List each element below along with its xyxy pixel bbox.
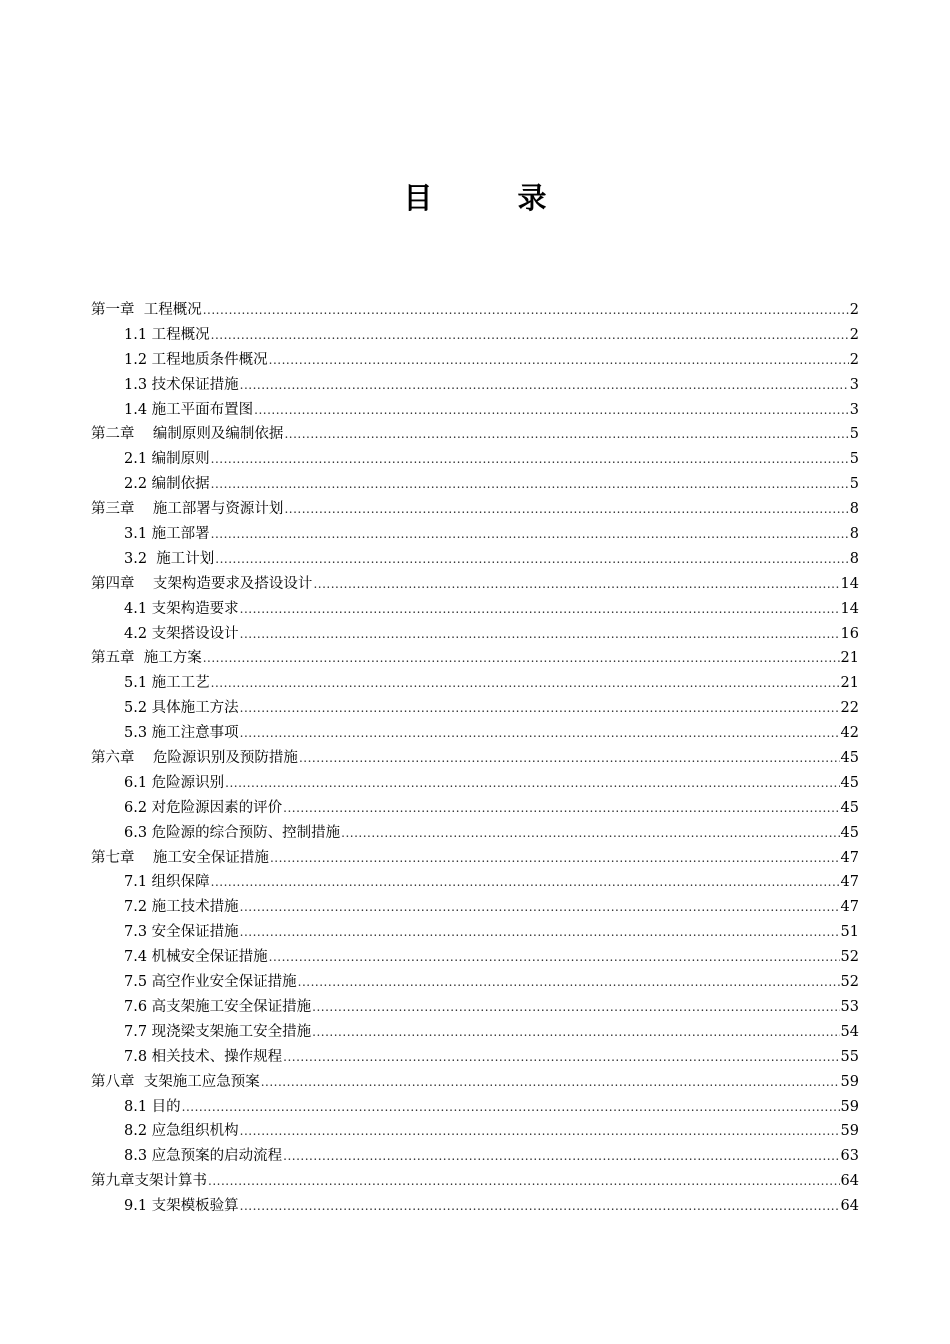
toc-page-number: 45: [840, 824, 859, 841]
toc-section-entry[interactable]: [91, 821, 859, 846]
toc-entry-label: 2.1 编制原则: [124, 451, 210, 468]
toc-entry-label: 7.2 施工技术措施: [124, 899, 239, 916]
toc-entry-label: 第五章 施工方案: [91, 650, 202, 667]
toc-page-number: 45: [840, 750, 859, 767]
toc-section-entry[interactable]: [91, 1020, 859, 1045]
toc-leader-dots: [215, 552, 848, 566]
toc-leader-dots: [283, 1149, 839, 1163]
toc-section-entry[interactable]: [91, 1194, 859, 1219]
toc-entry-label: 3.1 施工部署: [124, 526, 210, 543]
toc-entry-label: 第二章 编制原则及编制依据: [91, 426, 284, 443]
toc-page-number: 53: [840, 998, 859, 1015]
toc-page-number: 64: [840, 1198, 859, 1215]
toc-entry-label: 7.4 机械安全保证措施: [124, 949, 268, 966]
toc-leader-dots: [240, 701, 840, 715]
toc-page-number: 52: [840, 949, 859, 966]
toc-entry-label: 8.3 应急预案的启动流程: [124, 1148, 283, 1165]
toc-entry-label: 2.2 编制依据: [124, 476, 210, 493]
toc-section-entry[interactable]: [91, 373, 859, 398]
toc-page-number: 47: [840, 849, 859, 866]
toc-page-number: 16: [840, 625, 859, 642]
toc-section-entry[interactable]: [91, 323, 859, 348]
toc-page-number: 21: [840, 650, 859, 667]
toc-page-number: 59: [840, 1073, 859, 1090]
toc-leader-dots: [240, 1124, 840, 1138]
toc-section-entry[interactable]: [91, 870, 859, 895]
toc-page-number: 14: [840, 600, 859, 617]
toc-section-entry[interactable]: [91, 1119, 859, 1144]
toc-leader-dots: [203, 303, 849, 317]
toc-page-number: 22: [840, 700, 859, 717]
toc-section-entry[interactable]: [91, 721, 859, 746]
toc-entry-label: 5.3 施工注意事项: [124, 725, 239, 742]
toc-page-number: 59: [840, 1123, 859, 1140]
toc-page-number: 55: [840, 1048, 859, 1065]
toc-entry-label: 9.1 支架模板验算: [124, 1198, 239, 1215]
toc-section-entry[interactable]: [91, 597, 859, 622]
toc-leader-dots: [240, 378, 849, 392]
toc-chapter-entry[interactable]: [91, 422, 859, 447]
toc-page-number: 8: [849, 526, 859, 543]
toc-entry-label: 7.1 组织保障: [124, 874, 210, 891]
toc-leader-dots: [269, 353, 849, 367]
toc-chapter-entry[interactable]: [91, 646, 859, 671]
toc-chapter-entry[interactable]: [91, 846, 859, 871]
toc-leader-dots: [312, 1025, 839, 1039]
toc-leader-dots: [208, 1174, 840, 1188]
toc-page-number: 47: [840, 899, 859, 916]
toc-leader-dots: [299, 751, 840, 765]
toc-leader-dots: [211, 477, 849, 491]
toc-section-entry[interactable]: [91, 895, 859, 920]
toc-page-number: 5: [849, 451, 859, 468]
toc-page-number: 5: [849, 476, 859, 493]
toc-entry-label: 第六章 危险源识别及预防措施: [91, 750, 298, 767]
toc-entry-label: 7.6 高支架施工安全保证措施: [124, 998, 312, 1015]
toc-leader-dots: [240, 925, 840, 939]
toc-section-entry[interactable]: [91, 771, 859, 796]
toc-leader-dots: [211, 676, 840, 690]
toc-leader-dots: [261, 1075, 840, 1089]
toc-entry-label: 5.1 施工工艺: [124, 675, 210, 692]
toc-leader-dots: [211, 527, 849, 541]
toc-page-number: 59: [840, 1098, 859, 1115]
toc-leader-dots: [284, 502, 848, 516]
toc-section-entry[interactable]: [91, 348, 859, 373]
toc-section-entry[interactable]: [91, 1045, 859, 1070]
toc-entry-label: 8.1 目的: [124, 1098, 181, 1115]
toc-leader-dots: [211, 328, 849, 342]
toc-section-entry[interactable]: [91, 398, 859, 423]
toc-section-entry[interactable]: [91, 622, 859, 647]
toc-leader-dots: [254, 403, 849, 417]
toc-chapter-entry[interactable]: [91, 1169, 859, 1194]
toc-entry-label: 7.5 高空作业安全保证措施: [124, 974, 297, 991]
toc-chapter-entry[interactable]: [91, 298, 859, 323]
toc-page-number: 14: [840, 575, 859, 592]
toc-page-number: 51: [840, 924, 859, 941]
toc-entry-label: 第九章支架计算书: [91, 1173, 207, 1190]
toc-entry-label: 7.3 安全保证措施: [124, 924, 239, 941]
toc-chapter-entry[interactable]: [91, 746, 859, 771]
toc-leader-dots: [182, 1100, 840, 1114]
toc-section-entry[interactable]: [91, 547, 859, 572]
toc-section-entry[interactable]: [91, 970, 859, 995]
toc-leader-dots: [283, 801, 839, 815]
toc-entry-label: 1.4 施工平面布置图: [124, 401, 254, 418]
toc-chapter-entry[interactable]: [91, 1070, 859, 1095]
toc-entry-label: 6.2 对危险源因素的评价: [124, 799, 283, 816]
toc-page-number: 2: [849, 351, 859, 368]
toc-page-number: 64: [840, 1173, 859, 1190]
toc-leader-dots: [312, 1000, 839, 1014]
toc-leader-dots: [298, 975, 840, 989]
toc-entry-label: 8.2 应急组织机构: [124, 1123, 239, 1140]
toc-leader-dots: [240, 900, 840, 914]
toc-entry-label: 5.2 具体施工方法: [124, 700, 239, 717]
toc-page-number: 8: [849, 501, 859, 518]
toc-entry-label: 1.2 工程地质条件概况: [124, 351, 268, 368]
toc-entry-label: 6.1 危险源识别: [124, 774, 225, 791]
toc-page-number: 5: [849, 426, 859, 443]
toc-entry-label: 4.1 支架构造要求: [124, 600, 239, 617]
toc-leader-dots: [211, 875, 840, 889]
toc-entry-label: 7.8 相关技术、操作规程: [124, 1048, 283, 1065]
toc-section-entry[interactable]: [91, 696, 859, 721]
toc-section-entry[interactable]: [91, 671, 859, 696]
toc-page-number: 52: [840, 974, 859, 991]
toc-leader-dots: [240, 726, 840, 740]
toc-leader-dots: [313, 577, 839, 591]
toc-section-entry[interactable]: [91, 945, 859, 970]
toc-page-number: 45: [840, 799, 859, 816]
toc-entry-label: 4.2 支架搭设设计: [124, 625, 239, 642]
toc-section-entry[interactable]: [91, 796, 859, 821]
toc-leader-dots: [284, 427, 848, 441]
toc-page-number: 3: [849, 401, 859, 418]
toc-page-number: 54: [840, 1023, 859, 1040]
toc-entry-label: 第七章 施工安全保证措施: [91, 849, 269, 866]
toc-leader-dots: [269, 950, 840, 964]
toc-page-number: 42: [840, 725, 859, 742]
toc-leader-dots: [341, 826, 839, 840]
toc-entry-label: 第八章 支架施工应急预案: [91, 1073, 260, 1090]
toc-entry-label: 1.1 工程概况: [124, 326, 210, 343]
table-of-contents: [91, 298, 859, 1219]
toc-leader-dots: [283, 1050, 839, 1064]
toc-leader-dots: [211, 452, 849, 466]
toc-entry-label: 第一章 工程概况: [91, 302, 202, 318]
toc-chapter-entry[interactable]: [91, 497, 859, 522]
toc-page-number: 63: [840, 1148, 859, 1165]
toc-entry-label: 1.3 技术保证措施: [124, 376, 239, 393]
toc-leader-dots: [203, 651, 840, 665]
toc-section-entry[interactable]: [91, 522, 859, 547]
toc-page-number: 3: [849, 376, 859, 393]
toc-leader-dots: [225, 776, 839, 790]
toc-page-number: 21: [840, 675, 859, 692]
toc-section-entry[interactable]: [91, 447, 859, 472]
toc-leader-dots: [240, 1199, 840, 1213]
toc-page-number: 8: [849, 550, 859, 567]
page-title: 目 录: [403, 181, 575, 215]
toc-entry-label: 第四章 支架构造要求及搭设设计: [91, 575, 313, 592]
toc-section-entry[interactable]: [91, 1095, 859, 1120]
toc-page-number: 2: [849, 326, 859, 343]
toc-entry-label: 第三章 施工部署与资源计划: [91, 501, 284, 518]
toc-leader-dots: [240, 627, 840, 641]
toc-section-entry[interactable]: [91, 995, 859, 1020]
toc-entry-label: 3.2 施工计划: [124, 550, 215, 567]
toc-chapter-entry[interactable]: [91, 572, 859, 597]
toc-entry-label: 6.3 危险源的综合预防、控制措施: [124, 824, 341, 841]
toc-section-entry[interactable]: [91, 1144, 859, 1169]
toc-page-number: 47: [840, 874, 859, 891]
toc-section-entry[interactable]: [91, 920, 859, 945]
toc-entry-label: 7.7 现浇梁支架施工安全措施: [124, 1023, 312, 1040]
toc-page-number: 2: [849, 302, 859, 318]
toc-page-number: 45: [840, 774, 859, 791]
toc-leader-dots: [270, 851, 840, 865]
toc-leader-dots: [240, 602, 840, 616]
toc-section-entry[interactable]: [91, 472, 859, 497]
